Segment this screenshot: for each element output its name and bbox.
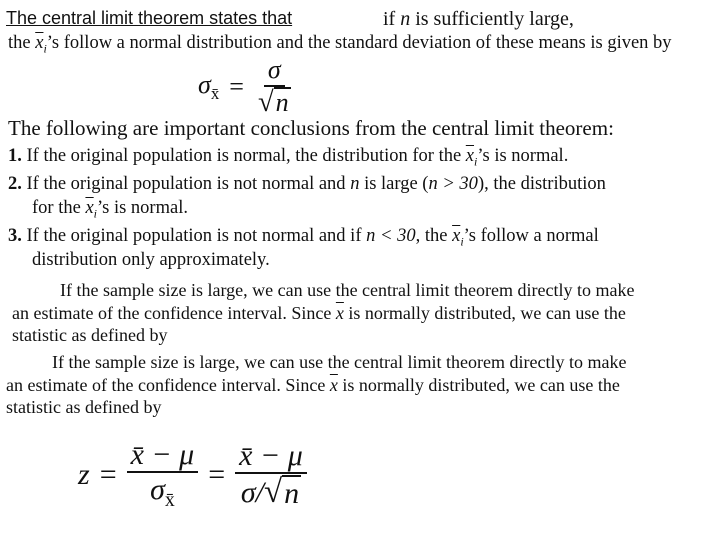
page-title: The central limit theorem states that [6, 8, 293, 28]
fraction-2: x̄ − μ σ/ √ n [235, 439, 307, 510]
standard-error-formula: $\sigma_{x̄}$ = σ √ n [198, 56, 295, 118]
conclusion-1: 1. If the original population is normal, the distribution for the $\overline{x}_i’s$ is normal. [8, 146, 569, 169]
intro-line-1: if n is sufficiently large, [383, 8, 574, 30]
intro-line-2: the $\overline{x}_i’s$ follow a normal distribution and the standard deviation of these means is given by [8, 33, 672, 56]
fraction-1: $\frac{x̄ - \mu}{\sigma_{x̄}}$ [127, 438, 199, 511]
conclusion-3: 3. If the original population is not normal and if n < 30, the $\overline{x}_i’s$ follow a normal [8, 226, 599, 249]
z-statistic-formula: z = $\frac{x̄ - \mu}{\sigma_{x̄}}$ = x̄ − μ σ/ √ n [78, 438, 307, 511]
conclusion-2: 2. If the original population is not normal and n is large (n > 30), the distribution [8, 174, 606, 194]
paragraph-2-line-1: If the sample size is large, we can use the central limit theorem directly to make [52, 352, 627, 372]
conclusion-3-continued: distribution only approximately. [32, 250, 270, 270]
paragraph-1-line-2: an estimate of the confidence interval. Since $\overline{x}$ is normally distributed, we can use the [12, 303, 626, 323]
paragraph-2-line-3: statistic as defined by [6, 397, 162, 417]
conclusion-2-continued: for the $\overline{x}_i’s$ is normal. [32, 198, 188, 221]
paragraph-1-line-1: If the sample size is large, we can use the central limit theorem directly to make [60, 280, 635, 300]
paragraph-1-line-3: statistic as defined by [12, 325, 168, 345]
fraction: σ √ n [257, 55, 289, 118]
conclusions-heading: The following are important conclusions from the central limit theorem: [8, 116, 614, 140]
paragraph-2-line-2: an estimate of the confidence interval. Since $\overline{x}$ is normally distributed, we can use the [6, 375, 620, 395]
